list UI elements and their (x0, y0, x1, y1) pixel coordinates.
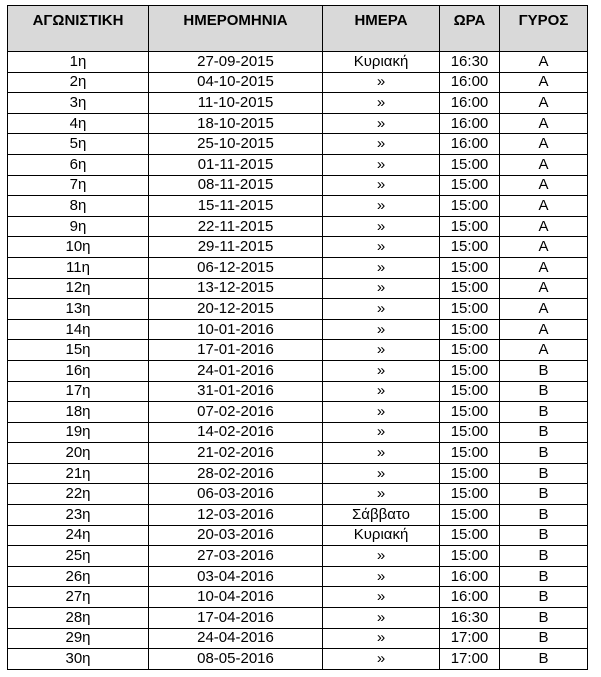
time-cell: 15:00 (440, 299, 500, 320)
time-cell: 15:00 (440, 525, 500, 546)
table-row (8, 360, 588, 381)
round-cell: 1η (8, 52, 149, 73)
leg-cell: Α (500, 340, 588, 361)
leg-cell: Β (500, 484, 588, 505)
date-cell: 31-01-2016 (149, 381, 323, 402)
table-row (8, 649, 588, 670)
day-cell: » (323, 649, 440, 670)
header-time: ΩΡΑ (440, 6, 500, 52)
table-row (8, 319, 588, 340)
date-cell: 10-04-2016 (149, 587, 323, 608)
table-row (8, 587, 588, 608)
table-row (8, 463, 588, 484)
date-cell: 07-02-2016 (149, 402, 323, 423)
table-row (8, 484, 588, 505)
time-cell: 17:00 (440, 628, 500, 649)
table-row (8, 546, 588, 567)
round-cell: 15η (8, 340, 149, 361)
header-leg: ΓΥΡΟΣ (500, 6, 588, 52)
date-cell: 28-02-2016 (149, 463, 323, 484)
date-cell: 03-04-2016 (149, 566, 323, 587)
date-cell: 01-11-2015 (149, 154, 323, 175)
leg-cell: Α (500, 237, 588, 258)
table-row (8, 505, 588, 526)
table-row (8, 422, 588, 443)
leg-cell: Β (500, 402, 588, 423)
round-cell: 24η (8, 525, 149, 546)
table-row (8, 72, 588, 93)
table-row (8, 340, 588, 361)
date-cell: 06-12-2015 (149, 257, 323, 278)
day-cell: » (323, 443, 440, 464)
date-cell: 08-05-2016 (149, 649, 323, 670)
date-cell: 27-03-2016 (149, 546, 323, 567)
leg-cell: Α (500, 319, 588, 340)
table-row (8, 175, 588, 196)
leg-cell: Α (500, 216, 588, 237)
round-cell: 14η (8, 319, 149, 340)
day-cell: Κυριακή (323, 525, 440, 546)
day-cell: » (323, 463, 440, 484)
day-cell: » (323, 154, 440, 175)
time-cell: 15:00 (440, 257, 500, 278)
round-cell: 27η (8, 587, 149, 608)
time-cell: 15:00 (440, 422, 500, 443)
day-cell: » (323, 422, 440, 443)
table-row (8, 299, 588, 320)
table-row (8, 628, 588, 649)
date-cell: 06-03-2016 (149, 484, 323, 505)
day-cell: » (323, 360, 440, 381)
day-cell: » (323, 196, 440, 217)
day-cell: » (323, 319, 440, 340)
day-cell: » (323, 566, 440, 587)
leg-cell: Α (500, 52, 588, 73)
leg-cell: Α (500, 72, 588, 93)
day-cell: » (323, 484, 440, 505)
leg-cell: Β (500, 505, 588, 526)
round-cell: 28η (8, 608, 149, 629)
date-cell: 15-11-2015 (149, 196, 323, 217)
time-cell: 15:00 (440, 381, 500, 402)
time-cell: 16:00 (440, 93, 500, 114)
round-cell: 20η (8, 443, 149, 464)
date-cell: 04-10-2015 (149, 72, 323, 93)
round-cell: 22η (8, 484, 149, 505)
day-cell: » (323, 216, 440, 237)
time-cell: 15:00 (440, 154, 500, 175)
table-row (8, 113, 588, 134)
time-cell: 15:00 (440, 463, 500, 484)
table-row (8, 216, 588, 237)
date-cell: 20-12-2015 (149, 299, 323, 320)
time-cell: 15:00 (440, 443, 500, 464)
leg-cell: Β (500, 628, 588, 649)
header-round: ΑΓΩΝΙΣΤΙΚΗ (8, 6, 149, 52)
round-cell: 17η (8, 381, 149, 402)
date-cell: 14-02-2016 (149, 422, 323, 443)
time-cell: 16:30 (440, 608, 500, 629)
leg-cell: Α (500, 113, 588, 134)
day-cell: » (323, 93, 440, 114)
leg-cell: Β (500, 546, 588, 567)
round-cell: 13η (8, 299, 149, 320)
time-cell: 16:00 (440, 587, 500, 608)
header-date: ΗΜΕΡΟΜΗΝΙΑ (149, 6, 323, 52)
time-cell: 16:00 (440, 113, 500, 134)
round-cell: 21η (8, 463, 149, 484)
round-cell: 18η (8, 402, 149, 423)
round-cell: 25η (8, 546, 149, 567)
time-cell: 15:00 (440, 216, 500, 237)
day-cell: Κυριακή (323, 52, 440, 73)
leg-cell: Α (500, 93, 588, 114)
time-cell: 15:00 (440, 360, 500, 381)
leg-cell: Α (500, 196, 588, 217)
leg-cell: Β (500, 566, 588, 587)
time-cell: 16:30 (440, 52, 500, 73)
round-cell: 23η (8, 505, 149, 526)
date-cell: 20-03-2016 (149, 525, 323, 546)
leg-cell: Β (500, 608, 588, 629)
round-cell: 6η (8, 154, 149, 175)
leg-cell: Α (500, 175, 588, 196)
day-cell: » (323, 113, 440, 134)
leg-cell: Β (500, 360, 588, 381)
round-cell: 29η (8, 628, 149, 649)
day-cell: » (323, 134, 440, 155)
table-row (8, 196, 588, 217)
day-cell: » (323, 608, 440, 629)
date-cell: 25-10-2015 (149, 134, 323, 155)
date-cell: 22-11-2015 (149, 216, 323, 237)
table-row (8, 154, 588, 175)
header-row (8, 6, 588, 52)
round-cell: 5η (8, 134, 149, 155)
date-cell: 27-09-2015 (149, 52, 323, 73)
leg-cell: Α (500, 134, 588, 155)
date-cell: 24-01-2016 (149, 360, 323, 381)
time-cell: 16:00 (440, 566, 500, 587)
leg-cell: Β (500, 649, 588, 670)
leg-cell: Β (500, 443, 588, 464)
round-cell: 16η (8, 360, 149, 381)
round-cell: 19η (8, 422, 149, 443)
table-row (8, 52, 588, 73)
header-day: ΗΜΕΡΑ (323, 6, 440, 52)
leg-cell: Α (500, 299, 588, 320)
day-cell: » (323, 175, 440, 196)
table-row (8, 443, 588, 464)
date-cell: 11-10-2015 (149, 93, 323, 114)
round-cell: 12η (8, 278, 149, 299)
table-row (8, 93, 588, 114)
time-cell: 15:00 (440, 196, 500, 217)
time-cell: 15:00 (440, 505, 500, 526)
time-cell: 15:00 (440, 484, 500, 505)
round-cell: 11η (8, 257, 149, 278)
time-cell: 17:00 (440, 649, 500, 670)
date-cell: 29-11-2015 (149, 237, 323, 258)
time-cell: 15:00 (440, 237, 500, 258)
day-cell: » (323, 628, 440, 649)
day-cell: » (323, 587, 440, 608)
table-row (8, 402, 588, 423)
time-cell: 15:00 (440, 319, 500, 340)
date-cell: 12-03-2016 (149, 505, 323, 526)
round-cell: 4η (8, 113, 149, 134)
schedule-body (8, 52, 588, 670)
day-cell: » (323, 72, 440, 93)
time-cell: 15:00 (440, 546, 500, 567)
schedule-table (7, 5, 588, 670)
leg-cell: Α (500, 154, 588, 175)
date-cell: 17-01-2016 (149, 340, 323, 361)
round-cell: 30η (8, 649, 149, 670)
round-cell: 2η (8, 72, 149, 93)
day-cell: » (323, 299, 440, 320)
round-cell: 7η (8, 175, 149, 196)
table-row (8, 278, 588, 299)
day-cell: » (323, 546, 440, 567)
time-cell: 15:00 (440, 278, 500, 299)
round-cell: 8η (8, 196, 149, 217)
leg-cell: Β (500, 525, 588, 546)
leg-cell: Β (500, 463, 588, 484)
date-cell: 24-04-2016 (149, 628, 323, 649)
time-cell: 15:00 (440, 340, 500, 361)
date-cell: 17-04-2016 (149, 608, 323, 629)
time-cell: 15:00 (440, 175, 500, 196)
leg-cell: Α (500, 278, 588, 299)
day-cell: » (323, 237, 440, 258)
table-row (8, 566, 588, 587)
leg-cell: Β (500, 381, 588, 402)
day-cell: » (323, 340, 440, 361)
day-cell: » (323, 278, 440, 299)
table-row (8, 237, 588, 258)
table-row (8, 525, 588, 546)
time-cell: 16:00 (440, 72, 500, 93)
day-cell: » (323, 381, 440, 402)
table-row (8, 608, 588, 629)
date-cell: 13-12-2015 (149, 278, 323, 299)
round-cell: 10η (8, 237, 149, 258)
day-cell: » (323, 402, 440, 423)
time-cell: 15:00 (440, 402, 500, 423)
table-row (8, 134, 588, 155)
date-cell: 08-11-2015 (149, 175, 323, 196)
leg-cell: Α (500, 257, 588, 278)
table-row (8, 257, 588, 278)
round-cell: 3η (8, 93, 149, 114)
leg-cell: Β (500, 422, 588, 443)
date-cell: 10-01-2016 (149, 319, 323, 340)
round-cell: 26η (8, 566, 149, 587)
round-cell: 9η (8, 216, 149, 237)
date-cell: 18-10-2015 (149, 113, 323, 134)
time-cell: 16:00 (440, 134, 500, 155)
day-cell: » (323, 257, 440, 278)
day-cell: Σάββατο (323, 505, 440, 526)
leg-cell: Β (500, 587, 588, 608)
date-cell: 21-02-2016 (149, 443, 323, 464)
table-row (8, 381, 588, 402)
